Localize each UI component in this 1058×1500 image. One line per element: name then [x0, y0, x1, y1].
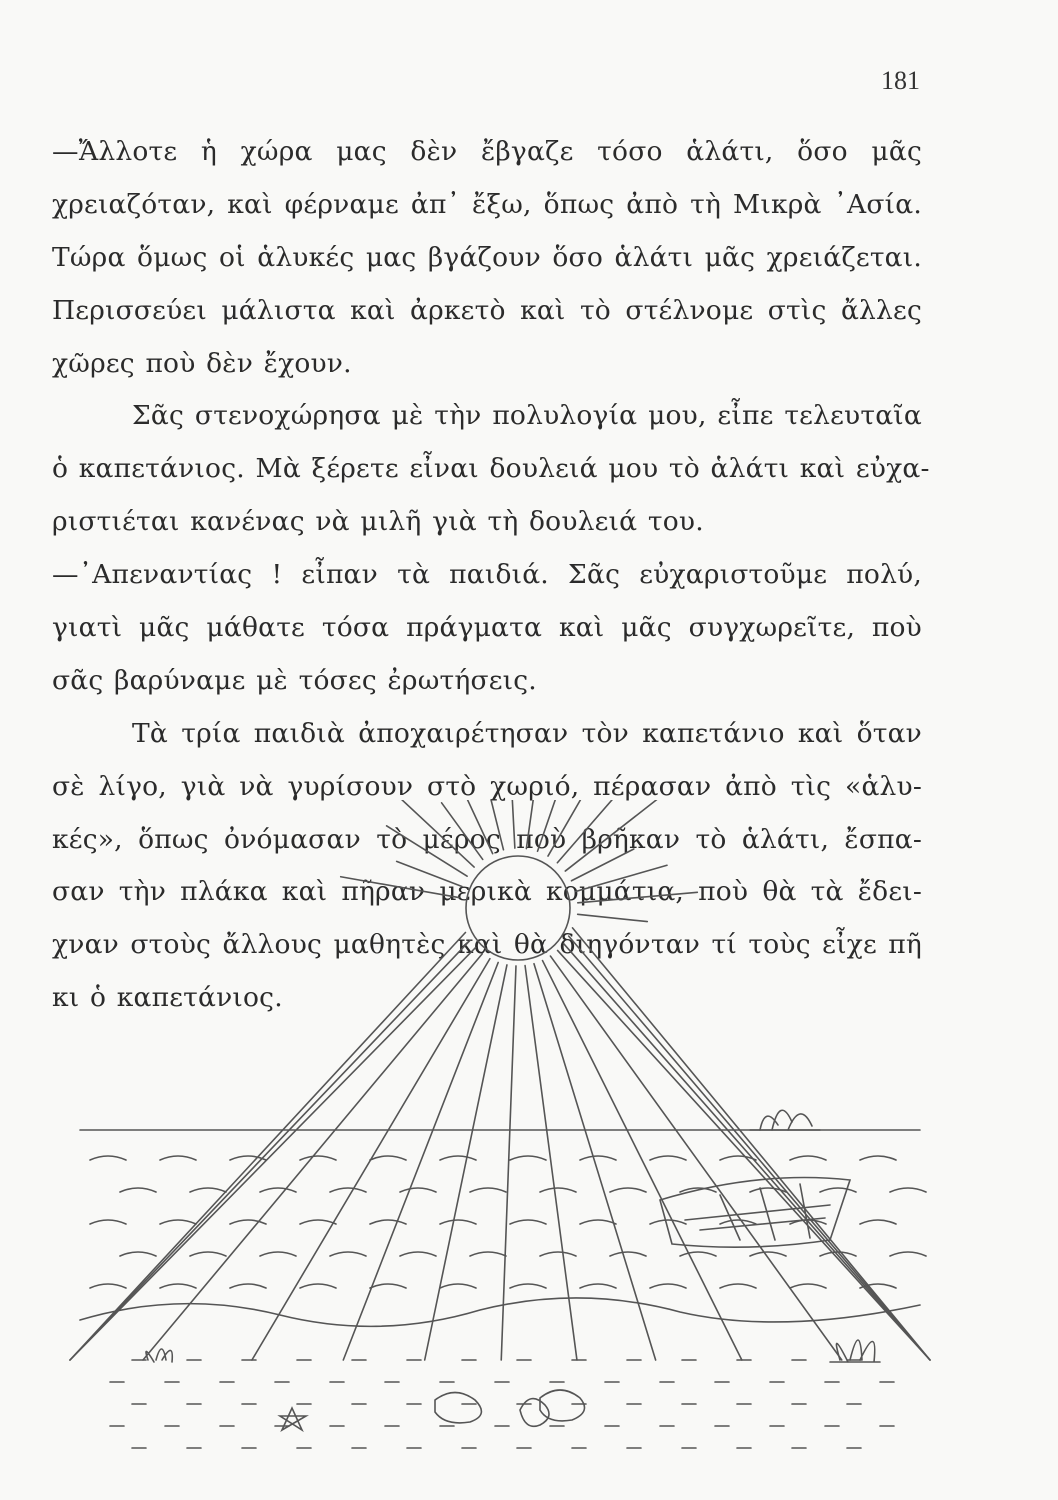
text-line: Περισσεύει μάλιστα καὶ ἀρκετὸ καὶ τὸ στέλνομε στὶς ἄλλες: [52, 294, 922, 326]
text-line: γιατὶ μᾶς μάθατε τόσα πράγματα καὶ μᾶς συγχωρεῖτε, ποὺ: [52, 612, 922, 644]
sun-over-sea-drawing: [60, 800, 940, 1460]
text-line: —᾽Απεναντίας ! εἶπαν τὰ παιδιά. Σᾶς εὐχαριστοῦμε πολύ,: [52, 559, 922, 591]
text-line: Τώρα ὅμως οἱ ἁλυκές μας βγάζουν ὅσο ἁλάτι μᾶς χρειάζεται.: [52, 241, 922, 273]
sun-shape: [466, 856, 570, 960]
bush-shape: [750, 1110, 820, 1130]
text-line: χῶρες ποὺ δὲν ἔχουν.: [52, 347, 352, 379]
text-line: ὁ καπετάνιος. Μὰ ξέρετε εἶναι δουλειά μου τὸ ἁλάτι καὶ εὐχα-: [52, 453, 930, 485]
starfish-shape: [280, 1408, 306, 1430]
text-line: Τὰ τρία παιδιὰ ἀποχαιρέτησαν τὸν καπετάνιο καὶ ὅταν: [132, 717, 922, 749]
text-line: Σᾶς στενοχώρησα μὲ τὴν πολυλογία μου, εἶπε τελευταῖα: [132, 400, 922, 432]
text-line: ριστιέται κανένας νὰ μιλῆ γιὰ τὴ δουλειά του.: [52, 506, 704, 538]
sun-over-sea-illustration: [60, 800, 940, 1460]
text-line: κι ὁ καπετάνιος.: [52, 982, 283, 1014]
text-line: κές», ὅπως ὀνόμασαν τὸ μέρος ποὺ βρῆκαν τὸ ἁλάτι, ἔσπα-: [52, 823, 922, 855]
text-line: σὲ λίγο, γιὰ νὰ γυρίσουν στὸ χωριό, πέρασαν ἀπὸ τὶς «ἁλυ-: [52, 770, 922, 802]
page-number: 181: [881, 66, 920, 95]
sand-dashes: [110, 1360, 894, 1448]
text-line: χναν στοὺς ἄλλους μαθητὲς καὶ θὰ διηγόνταν τί τοὺς εἶχε πῆ: [52, 929, 922, 961]
text-line: —Ἄλλοτε ἡ χώρα μας δὲν ἔβγαζε τόσο ἁλάτι, ὅσο μᾶς: [52, 136, 922, 167]
text-line: σαν τὴν πλάκα καὶ πῆραν μερικὰ κομμάτια, ποὺ θὰ τὰ ἔδει-: [52, 876, 922, 908]
sun-rays: [70, 800, 930, 1360]
text-line: σᾶς βαρύναμε μὲ τόσες ἐρωτήσεις.: [52, 664, 537, 696]
shoreline: [80, 1298, 920, 1326]
text-line: χρειαζόταν, καὶ φέρναμε ἀπ᾽ ἔξω, ὅπως ἀπὸ τὴ Μικρὰ ᾽Ασία.: [52, 188, 922, 220]
